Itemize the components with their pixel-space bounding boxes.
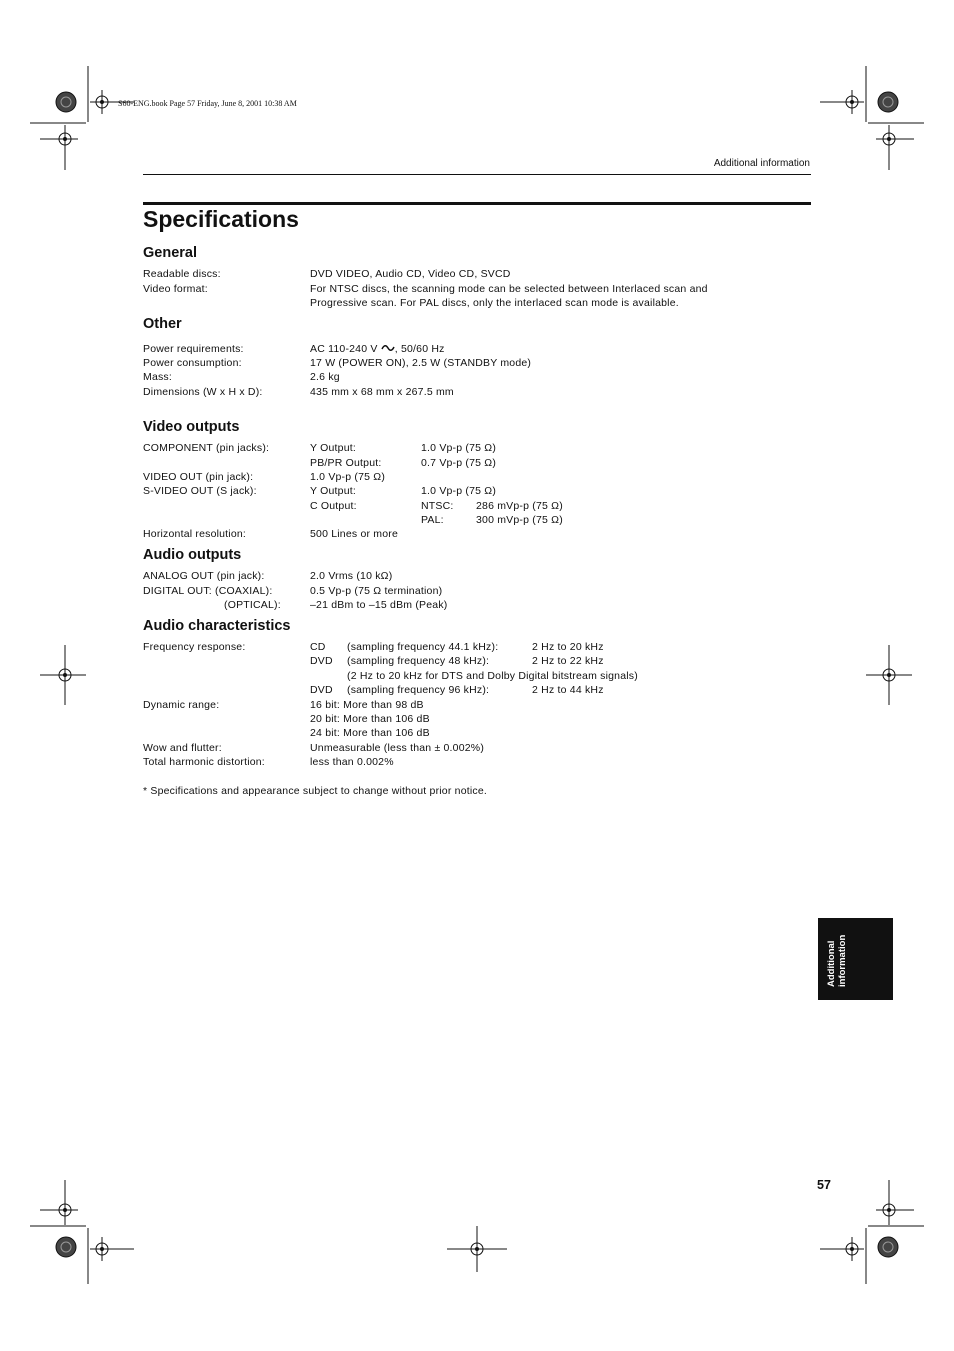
power-cons-label: Power consumption:	[143, 357, 242, 369]
wow-value: Unmeasurable (less than ± 0.002%)	[310, 742, 485, 754]
dvd48-label: DVD	[310, 655, 333, 667]
video-heading: Video outputs	[143, 419, 240, 435]
c-label: C Output:	[310, 500, 357, 512]
dvd48-sampling: (sampling frequency 48 kHz):	[347, 655, 490, 667]
dvd48-note: (2 Hz to 20 kHz for DTS and Dolby Digital bitstream signals)	[347, 670, 638, 682]
power-req-label: Power requirements:	[143, 343, 244, 355]
page-title: Specifications	[143, 206, 299, 232]
dvd96-sampling: (sampling frequency 96 kHz):	[347, 684, 490, 696]
wow-label: Wow and flutter:	[143, 742, 222, 754]
pbpr-label: PB/PR Output:	[310, 457, 382, 469]
y-label: Y Output:	[310, 442, 356, 454]
readable-label: Readable discs:	[143, 268, 221, 280]
optical-value: –21 dBm to –15 dBm (Peak)	[310, 599, 448, 611]
readable-value: DVD VIDEO, Audio CD, Video CD, SVCD	[310, 268, 511, 280]
audio-char-heading: Audio characteristics	[143, 618, 291, 634]
thd-value: less than 0.002%	[310, 756, 394, 768]
dvd96-range: 2 Hz to 44 kHz	[532, 684, 604, 696]
ntsc-label: NTSC:	[421, 500, 454, 512]
power-req-value	[310, 342, 445, 356]
dim-value: 435 mm x 68 mm x 267.5 mm	[310, 386, 454, 398]
header-rule	[143, 174, 811, 175]
title-rule	[143, 202, 811, 205]
mass-value: 2.6 kg	[310, 371, 340, 383]
sy-value: 1.0 Vp-p (75 Ω)	[421, 485, 497, 497]
analog-label: ANALOG OUT (pin jack):	[143, 570, 265, 582]
power-req-suffix: , 50/60 Hz	[394, 343, 445, 355]
dyn-16: 16 bit: More than 98 dB	[310, 699, 424, 711]
cd-range: 2 Hz to 20 kHz	[532, 641, 604, 653]
cd-label: CD	[310, 641, 326, 653]
format-label: Video format:	[143, 283, 208, 295]
optical-label: (OPTICAL):	[224, 599, 281, 611]
dvd48-range: 2 Hz to 22 kHz	[532, 655, 604, 667]
hres-value: 500 Lines or more	[310, 528, 399, 540]
file-info: S60-ENG.book Page 57 Friday, June 8, 2001 10:38 AM	[118, 99, 297, 108]
videoout-value: 1.0 Vp-p (75 Ω)	[310, 471, 386, 483]
dyn-20: 20 bit: More than 106 dB	[310, 713, 430, 725]
mass-label: Mass:	[143, 371, 173, 383]
analog-value: 2.0 Vrms (10 kΩ)	[310, 570, 393, 582]
side-tab-line2: information	[837, 934, 848, 987]
cd-sampling: (sampling frequency 44.1 kHz):	[347, 641, 499, 653]
running-header: Additional information	[713, 158, 810, 169]
pbpr-value: 0.7 Vp-p (75 Ω)	[421, 457, 497, 469]
sy-label: Y Output:	[310, 485, 356, 497]
format-line2: Progressive scan. For PAL discs, only the interlaced scan mode is available.	[310, 297, 679, 309]
freq-label: Frequency response:	[143, 641, 246, 653]
power-req-prefix: AC 110-240 V	[310, 343, 378, 355]
y-value: 1.0 Vp-p (75 Ω)	[421, 442, 497, 454]
ntsc-value: 286 mVp-p (75 Ω)	[476, 500, 563, 512]
digital-label: DIGITAL OUT: (COAXIAL):	[143, 585, 273, 597]
component-label: COMPONENT (pin jacks):	[143, 442, 270, 454]
side-tab-line1: Additional	[826, 940, 837, 987]
side-tab-label	[826, 917, 848, 987]
svideo-label: S-VIDEO OUT (S jack):	[143, 485, 257, 497]
dim-label: Dimensions (W x H x D):	[143, 386, 263, 398]
page-number: 57	[817, 1178, 831, 1192]
pal-value: 300 mVp-p (75 Ω)	[476, 514, 563, 526]
dvd96-label: DVD	[310, 684, 333, 696]
dyn-24: 24 bit: More than 106 dB	[310, 727, 430, 739]
videoout-label: VIDEO OUT (pin jack):	[143, 471, 254, 483]
dyn-label: Dynamic range:	[143, 699, 220, 711]
footnote: * Specifications and appearance subject to change without prior notice.	[143, 785, 487, 797]
ac-wave-icon	[381, 343, 395, 353]
thd-label: Total harmonic distortion:	[143, 756, 265, 768]
format-line1: For NTSC discs, the scanning mode can be selected between Interlaced scan and	[310, 283, 708, 295]
pal-label: PAL:	[421, 514, 444, 526]
general-heading: General	[143, 245, 197, 261]
power-cons-value: 17 W (POWER ON), 2.5 W (STANDBY mode)	[310, 357, 532, 369]
other-heading: Other	[143, 316, 182, 332]
hres-label: Horizontal resolution:	[143, 528, 247, 540]
digital-value: 0.5 Vp-p (75 Ω termination)	[310, 585, 443, 597]
audio-out-heading: Audio outputs	[143, 547, 242, 563]
